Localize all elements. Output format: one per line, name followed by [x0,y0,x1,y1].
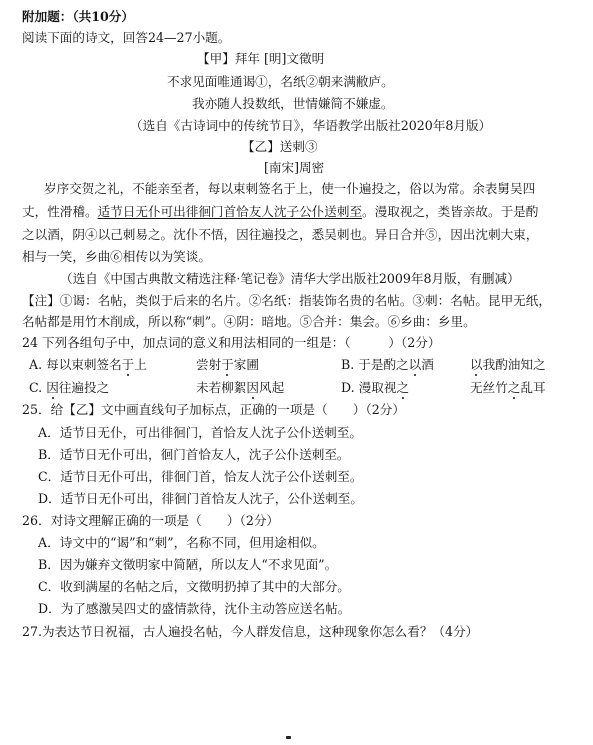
q25-option-b: B．适节日无仆可出，徊门首恰友人，沈子公仆送刺至。 [38,447,350,462]
q24-option-c-left: C. 因往遍投之 [29,380,110,395]
instruction: 阅读下面的诗文，回答24—27小题。 [22,30,231,45]
emphasis-char: 以 [408,357,422,372]
q24-option-c-right: 未若柳絮因风起 [196,380,285,395]
prose-author: [南宋]周密 [264,160,325,175]
poem-line-1: 不求见面唯通谒①，名纸②朝来满敝庐。 [167,74,394,89]
q26-option-d: D．为了感激吴四丈的盛情款待，沈仆主动答应送名帖。 [38,601,351,616]
q24-option-d-right: 无丝竹之乱耳 [470,380,546,395]
notes-line-2: 名帖都是用竹木削成，所以称“刺”。④阴：暗地。⑤合并：集会。⑥乡曲：乡里。 [22,314,476,329]
poem-source: （选自《古诗词中的传统节日》，华语教学出版社2020年8月版） [130,118,492,133]
section-title: 附加题：（共10分） [22,9,134,24]
q24-option-b-left: B. 于是酌之以酒 [341,357,434,372]
prose-line-2-end: 。漫取视之，类皆亲故。于是酌 [362,204,539,219]
emphasis-char: 因 [246,380,259,395]
emphasis-char: 之 [507,380,521,395]
prose-line-3: 之以酒，阴④以己刺易之。沈仆不悟，因往遍投之，悉吴刺也。异日合并⑤，因出沈刺大束， [22,227,539,242]
question-25-stem: 25．给【乙】文中画直线句子加标点，正确的一项是（ ）（2分） [22,402,405,417]
prose-line-1: 岁序交贺之礼，不能亲至者，每以束刺签名于上，使一仆遍投之，俗以为常。余表舅吴四 [44,181,536,196]
q25-option-d: D．适节日无仆可出，徘徊门首恰友人沈子，公仆送刺至。 [38,491,363,506]
q24-option-d-left: D. 漫取视之 [341,380,410,395]
q25-option-a: A．适节日无仆，可出徘徊门，首恰友人沈子公仆送刺至。 [38,425,362,440]
emphasis-char: 之 [396,380,410,395]
emphasis-char: 于 [121,357,135,372]
poem-heading: 【甲】拜年 [明]文徵明 [197,51,325,66]
q24-option-a-left: A. 每以束刺签名于上 [29,357,147,372]
q24-option-a-right: 尝射于家圃 [196,357,259,372]
q26-option-b: B．因为嫌弃文徵明家中简陋，所以友人“不求见面”。 [38,557,338,572]
notes-line-1: 【注】①谒：名帖，类似于后来的名片。②名纸：指装饰名贵的名帖。③刺：名帖。昆甲无纸， [22,293,551,308]
emphasis-char: 于 [221,357,234,372]
q24-option-b-right: 以我酌油知之 [470,357,546,372]
underlined-sentence: 适节日无仆可出徘徊门首恰友人沈子公仆送刺至 [97,204,363,219]
poem-line-2: 我亦随人投数纸，世情嫌简不嫌虚。 [192,96,394,111]
prose-line-4: 相与一笑，乡曲⑥相传以为笑谈。 [22,249,211,264]
q26-option-c: C．收到满屋的名帖之后，文徵明扔掉了其中的大部分。 [38,579,350,594]
emphasis-char: 以 [470,357,483,372]
emphasis-char: 因 [46,380,59,395]
prose-heading: 【乙】送刺③ [242,139,318,154]
q25-option-c: C．适节日无仆可出，徘徊门首，恰友人沈子公仆送刺至。 [38,469,363,484]
question-26-stem: 26．对诗文理解正确的一项是（ ）（2分） [22,513,280,528]
prose-line-2-start: 丈，性滑稽。 [22,204,98,219]
prose-line-2 [22,204,538,220]
scan-mark [286,736,291,739]
question-27-stem: 27.为表达节日祝福，古人遍投名帖，今人群发信息，这种现象你怎么看？（4分） [22,624,479,639]
question-24-stem: 24 下列各组句子中，加点词的意义和用法相同的一组是：（ ）（2分） [22,335,441,350]
prose-source: （选自《中国古典散文精选注释·笔记卷》清华大学出版社2009年8月版，有删减） [60,271,520,286]
q26-option-a: A．诗文中的“谒”和“刺”，名称不同，但用途相似。 [38,535,325,550]
